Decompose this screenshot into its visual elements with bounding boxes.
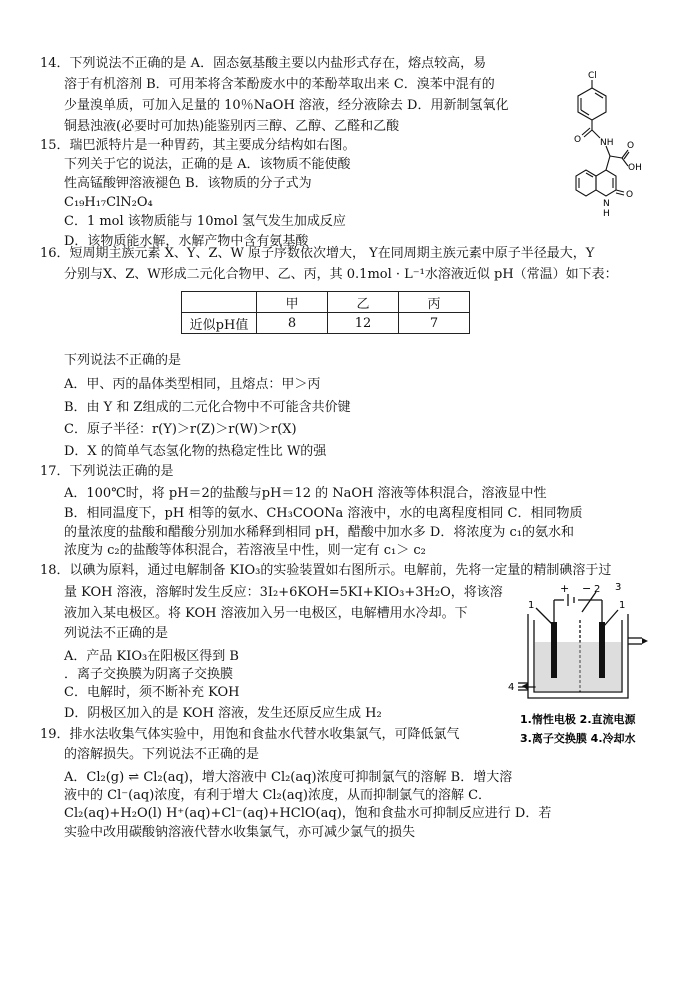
- q16-option-a: A．甲、丙的晶体类型相同，且熔点：甲＞丙: [64, 377, 321, 392]
- ph-table-header-bing: 丙: [399, 292, 470, 313]
- q17-line-1: 17．下列说法正确的是: [40, 464, 174, 479]
- q16-line-1: 16．短周期主族元素 X、Y、Z、W 原子序数依次增大， Y在同周期主族元素中原子半径最大，Y: [40, 246, 595, 261]
- q16-option-c: C．原子半径：r(Y)＞r(Z)＞r(W)＞r(X): [64, 422, 297, 437]
- q19-line-6: 实验中改用碳酸钠溶液代替水收集氯气，亦可减少氯气的损失: [64, 825, 416, 840]
- q19-line-2: 的溶解损失。下列说法不正确的是: [64, 747, 260, 762]
- label-2: 2: [594, 584, 601, 595]
- electrolyte-fill: [535, 642, 621, 691]
- acid-o-label: O: [627, 141, 635, 151]
- nh-label: NH: [600, 138, 614, 148]
- apparatus-caption-1: 1.惰性电极 2.直流电源: [520, 713, 636, 726]
- q18-option-d: D．阴极区加入的是 KOH 溶液，发生还原反应生成 H₂: [64, 706, 382, 721]
- q18-option-b: ．离子交换膜为阴离子交换膜: [64, 667, 234, 682]
- ph-table-row: [182, 313, 470, 334]
- q19-line-4: 液中的 Cl⁻(aq)浓度，有利于增大 Cl₂(aq)浓度，从而抑制氯气的溶解 C．: [64, 788, 492, 803]
- q14-line-1: 14．下列说法不正确的是 A．固态氨基酸主要以内盐形式存在，熔点较高，易: [40, 56, 487, 71]
- ph-table-cell-bing: 7: [399, 313, 470, 334]
- label-1-right: 1: [619, 600, 626, 611]
- q18-line-1: 18．以碘为原料，通过电解制备 KIO₃的实验装置如右图所示。电解前，先将一定量的精制碘溶于过: [40, 563, 612, 578]
- q19-line-1: 19．排水法收集气体实验中，用饱和食盐水代替水收集氯气，可降低氯气: [40, 727, 460, 742]
- oh-label: OH: [628, 163, 642, 173]
- label-4: 4: [508, 682, 515, 693]
- electrolysis-apparatus: [498, 580, 658, 748]
- q14-line-3: 少量溴单质，可加入足量的 10％NaOH 溶液，经分液除去 D．用新制氢氧化: [64, 98, 509, 113]
- ph-table-header-jia: 甲: [257, 292, 328, 313]
- q16-option-b: B．由 Y 和 Z组成的二元化合物中不可能含共价键: [64, 400, 351, 415]
- q17-line-5: 浓度为 c₂的盐酸等体积混合，若溶液呈中性，则一定有 c₁＞ c₂: [64, 543, 426, 558]
- q15-line-3: 性高锰酸钾溶液褪色 B．该物质的分子式为: [64, 176, 312, 191]
- q18-line-2: 量 KOH 溶液，溶解时发生反应：3I₂+6KOH=5KI+KIO₃+3H₂O，将该溶: [64, 585, 503, 600]
- q16-option-d: D．X 的简单气态氢化物的热稳定性比 W的强: [64, 444, 327, 459]
- ph-table-cell-yi: 12: [328, 313, 399, 334]
- q18-option-c: C．电解时，须不断补充 KOH: [64, 685, 240, 700]
- ph-table-header-row: [182, 292, 470, 313]
- apparatus-caption-2: 3.离子交换膜 4.冷却水: [520, 732, 636, 745]
- q15-line-4: C₁₉H₁₇ClN₂O₄: [64, 195, 153, 210]
- cl-label: Cl: [588, 71, 597, 81]
- plus-sign: +: [560, 582, 570, 595]
- q17-line-4: 的量浓度的盐酸和醋酸分别加水稀释到相同 pH，醋酸中加水多 D．将浓度为 c₁的氨水和: [64, 525, 574, 540]
- q16-line-2: 分别与X、Z、W形成二元化合物甲、乙、丙，其 0.1mol · L⁻¹水溶液近似 pH（常温）如下表：: [64, 267, 618, 282]
- electrode-left: [551, 622, 557, 678]
- q15-line-2: 下列关于它的说法，正确的是 A．该物质不能使酸: [64, 157, 351, 172]
- electrode-right: [599, 622, 605, 678]
- carbonyl-o-label: O: [574, 135, 582, 145]
- q18-line-3: 液加入某电极区。将 KOH 溶液加入另一电极区，电解槽用水冷却。下: [64, 606, 468, 621]
- q18-line-4: 列说法不正确的是: [64, 626, 169, 641]
- q17-line-3: B．相同温度下，pH 相等的氨水、CH₃COONa 溶液中，水的电离程度相同 C．相同物质: [64, 506, 583, 521]
- lactam-o-label: O: [626, 190, 634, 200]
- q15-line-1: 15．瑞巴派特片是一种胃药，其主要成分结构如右图。: [40, 138, 356, 153]
- ph-table: [181, 291, 470, 334]
- q17-line-2: A．100℃时，将 pH＝2的盐酸与pH＝12 的 NaOH 溶液等体积混合，溶液显中性: [64, 486, 547, 501]
- q15-line-5: C．1 mol 该物质能与 10mol 氢气发生加成反应: [64, 214, 346, 229]
- q16-stem: 下列说法不正确的是: [64, 353, 182, 368]
- ph-table-header-empty: [182, 292, 257, 313]
- q19-line-3: A．Cl₂(g) ⇌ Cl₂(aq)，增大溶液中 Cl₂(aq)浓度可抑制氯气的溶解 B．增大溶: [64, 770, 513, 785]
- ring-h-label: H: [603, 209, 610, 219]
- ph-table-row-label: 近似pH值: [182, 313, 257, 334]
- minus-sign: −: [582, 582, 592, 595]
- ring-n-label: N: [603, 199, 610, 209]
- q14-line-4: 铜悬浊液(必要时可加热)能鉴别丙三醇、乙醇、乙醛和乙酸: [64, 119, 400, 134]
- label-3: 3: [615, 582, 622, 593]
- ph-table-cell-jia: 8: [257, 313, 328, 334]
- q15-line-6: D．该物质能水解，水解产物中含有氨基酸: [64, 234, 309, 249]
- rebamipide-structure: [540, 66, 650, 246]
- q18-option-a: A．产品 KIO₃在阳极区得到 B: [64, 649, 239, 664]
- ph-table-header-yi: 乙: [328, 292, 399, 313]
- label-1-left: 1: [528, 600, 535, 611]
- q19-line-5: Cl₂(aq)+H₂O(l) H⁺(aq)+Cl⁻(aq)+HClO(aq)，饱和食盐水可抑制反应进行 D．若: [64, 806, 552, 821]
- q14-line-2: 溶于有机溶剂 B．可用苯将含苯酚废水中的苯酚萃取出来 C．溴苯中混有的: [64, 77, 495, 92]
